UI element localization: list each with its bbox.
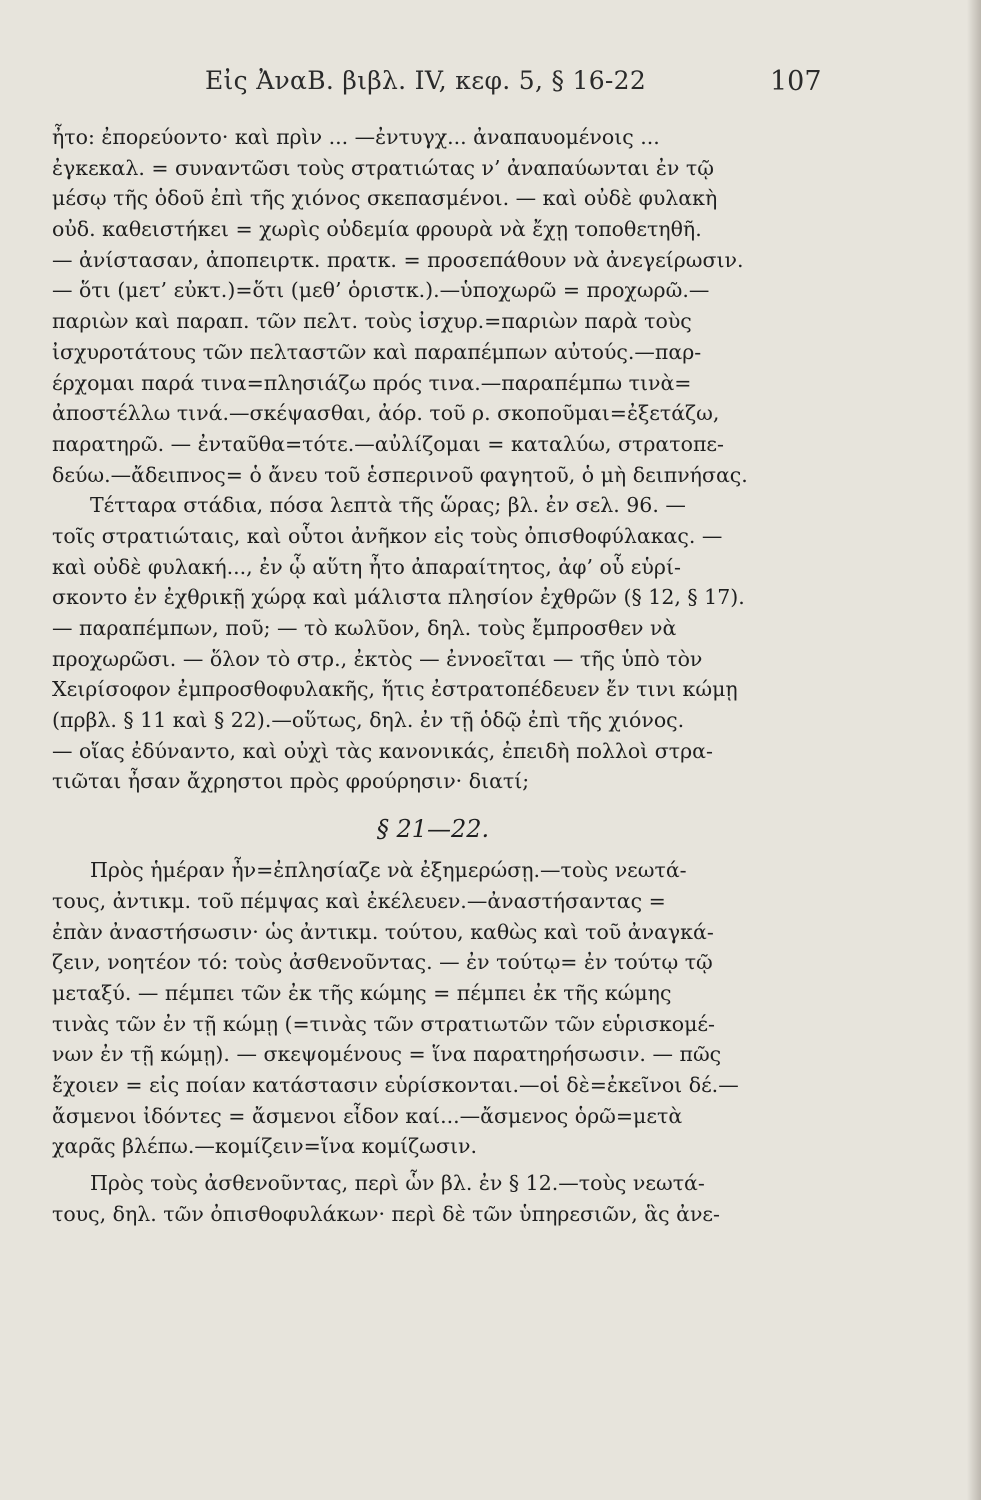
text-line: — ἀνίστασαν, ἀποπειρτκ. πρατκ. = προσεπάθουν νὰ ἀνεγείρωσιν.	[52, 247, 744, 272]
text-line: ἰσχυροτάτους τῶν πελταστῶν καὶ παραπέμπων αὐτούς.—παρ-	[52, 339, 702, 364]
text-line: Πρὸς ἡμέραν ἦν=ἐπλησίαζε νὰ ἐξημερώσῃ.—τοὺς νεωτά-	[90, 858, 687, 883]
text-line: Χειρίσοφον ἐμπροσθοφυλακῆς, ἥτις ἐστρατοπέδευεν ἔν τινι κώμῃ	[52, 677, 738, 702]
text-line: (πρβλ. § 11 καὶ § 22).—οὕτως, δηλ. ἐν τῇ ὁδῷ ἐπὶ τῆς χιόνος.	[52, 708, 685, 733]
text-line: Πρὸς τοὺς ἀσθενοῦντας, περὶ ὧν βλ. ἐν § 12.—τοὺς νεωτά-	[90, 1171, 705, 1195]
text-line: τους, δηλ. τῶν ὀπισθοφυλάκων· περὶ δὲ τῶν ὑπηρεσιῶν, ἃς ἀνε-	[52, 1201, 720, 1226]
text-line: — παραπέμπων, ποῦ; — τὸ κωλῦον, δηλ. τοὺς ἔμπροσθεν νὰ	[52, 616, 677, 640]
text-line: τοῖς στρατιώταις, καὶ οὗτοι ἀνῆκον εἰς τοὺς ὀπισθοφύλακας. —	[52, 523, 723, 548]
text-line: ἐγκεκαλ. = συναντῶσι τοὺς στρατιώτας ν’ ἀναπαύωνται ἐν τῷ	[52, 155, 714, 180]
paragraph-3	[52, 855, 814, 1162]
text-line: σκοντο ἐν ἐχθρικῇ χώρᾳ καὶ μάλιστα πλησίον ἐχθρῶν (§ 12, § 17).	[52, 585, 745, 610]
text-line: μέσῳ τῆς ὁδοῦ ἐπὶ τῆς χιόνος σκεπασμένοι. — καὶ οὐδὲ φυλακὴ	[52, 186, 718, 211]
text-line: έρχομαι παρά τινα=πλησιάζω πρός τινα.—παραπέμπω τινὰ=	[52, 370, 692, 395]
text-line: οὐδ. καθειστήκει = χωρὶς οὐδεμία φρουρὰ νὰ ἔχῃ τοποθετηθῆ.	[52, 217, 702, 242]
section-heading: § 21—22.	[376, 815, 490, 844]
text-line: τινὰς τῶν ἐν τῇ κώμῃ (=τινὰς τῶν στρατιωτῶν τῶν εὑρισκομέ-	[52, 1011, 715, 1036]
text-line: καὶ οὐδὲ φυλακή..., ἐν ᾧ αὕτη ἦτο ἀπαραίτητος, ἀφ’ οὗ εὑρί-	[52, 554, 681, 579]
text-line: δεύω.—ἄδειπνος= ὁ ἄνευ τοῦ ἑσπερινοῦ φαγητοῦ, ὁ μὴ δειπνήσας.	[52, 462, 748, 487]
text-line: προχωρῶσι. — ὅλον τὸ στρ., ἐκτὸς — ἐννοεῖται — τῆς ὑπὸ τὸν	[52, 646, 703, 671]
text-line: Τέτταρα στάδια, πόσα λεπτὰ τῆς ὥρας; βλ. ἐν σελ. 96. —	[90, 493, 686, 518]
text-line: τους, ἀντικμ. τοῦ πέμψας καὶ ἐκέλευεν.—ἀναστήσαντας =	[52, 888, 666, 913]
paragraph-4	[52, 1168, 814, 1229]
text-line: — ὅτι (μετ’ εὐκτ.)=ὅτι (μεθ’ ὁριστκ.).—ὑποχωρῶ = προχωρῶ.—	[52, 278, 710, 303]
page-number: 107	[770, 66, 822, 97]
text-line: ἄσμενοι ἰδόντες = ἄσμενοι εἶδον καί...—ἄσμενος ὁρῶ=μετὰ	[52, 1103, 683, 1128]
running-head: Εἰς ἈναΒ. βιβλ. IV, κεφ. 5, § 16-22	[205, 66, 647, 95]
text-line: παριὼν καὶ παραπ. τῶν πελτ. τοὺς ἰσχυρ.=παριὼν παρὰ τοὺς	[52, 309, 692, 334]
text-line: τιῶται ἦσαν ἄχρηστοι πρὸς φρούρησιν· διατί;	[52, 769, 530, 794]
paragraph-1	[52, 122, 814, 490]
text-line: ἐπὰν ἀναστήσωσιν· ὡς ἀντικμ. τούτου, καθὼς καὶ τοῦ ἀναγκά-	[52, 919, 714, 944]
text-line: μεταξύ. — πέμπει τῶν ἐκ τῆς κώμης = πέμπει ἐκ τῆς κώμης	[52, 980, 672, 1005]
text-line: — οἵας ἐδύναντο, καὶ οὐχὶ τὰς κανονικάς, ἐπειδὴ πολλοὶ στρα-	[52, 738, 713, 763]
page-header	[0, 62, 981, 102]
text-line: χαρᾶς βλέπω.—κομίζειν=ἵνα κομίζωσιν.	[52, 1134, 477, 1159]
text-line: ἀποστέλλω τινά.—σκέψασθαι, ἀόρ. τοῦ ρ. σκοποῦμαι=ἐξετάζω,	[52, 401, 720, 426]
text-line: ζειν, νοητέον τό: τοὺς ἀσθενοῦντας. — ἐν τούτῳ= ἐν τούτῳ τῷ	[52, 950, 713, 975]
text-line: ἦτο: ἐπορεύοντο· καὶ πρὶν ... —ἐντυγχ... ἀναπαυομένοις ...	[52, 125, 660, 149]
text-line: παρατηρῶ. — ἐνταῦθα=τότε.—αὐλίζομαι = καταλύω, στρατοπε-	[52, 431, 724, 456]
text-line: ἔχοιεν = εἰς ποίαν κατάστασιν εὑρίσκονται.—οἱ δὲ=ἐκεῖνοι δέ.—	[52, 1072, 739, 1097]
page-body	[52, 122, 814, 1229]
page-edge-shadow	[967, 0, 981, 1500]
paragraph-2	[52, 490, 814, 797]
text-line: νων ἐν τῇ κώμῃ). — σκεψομένους = ἵνα παρατηρήσωσιν. — πῶς	[52, 1042, 722, 1067]
